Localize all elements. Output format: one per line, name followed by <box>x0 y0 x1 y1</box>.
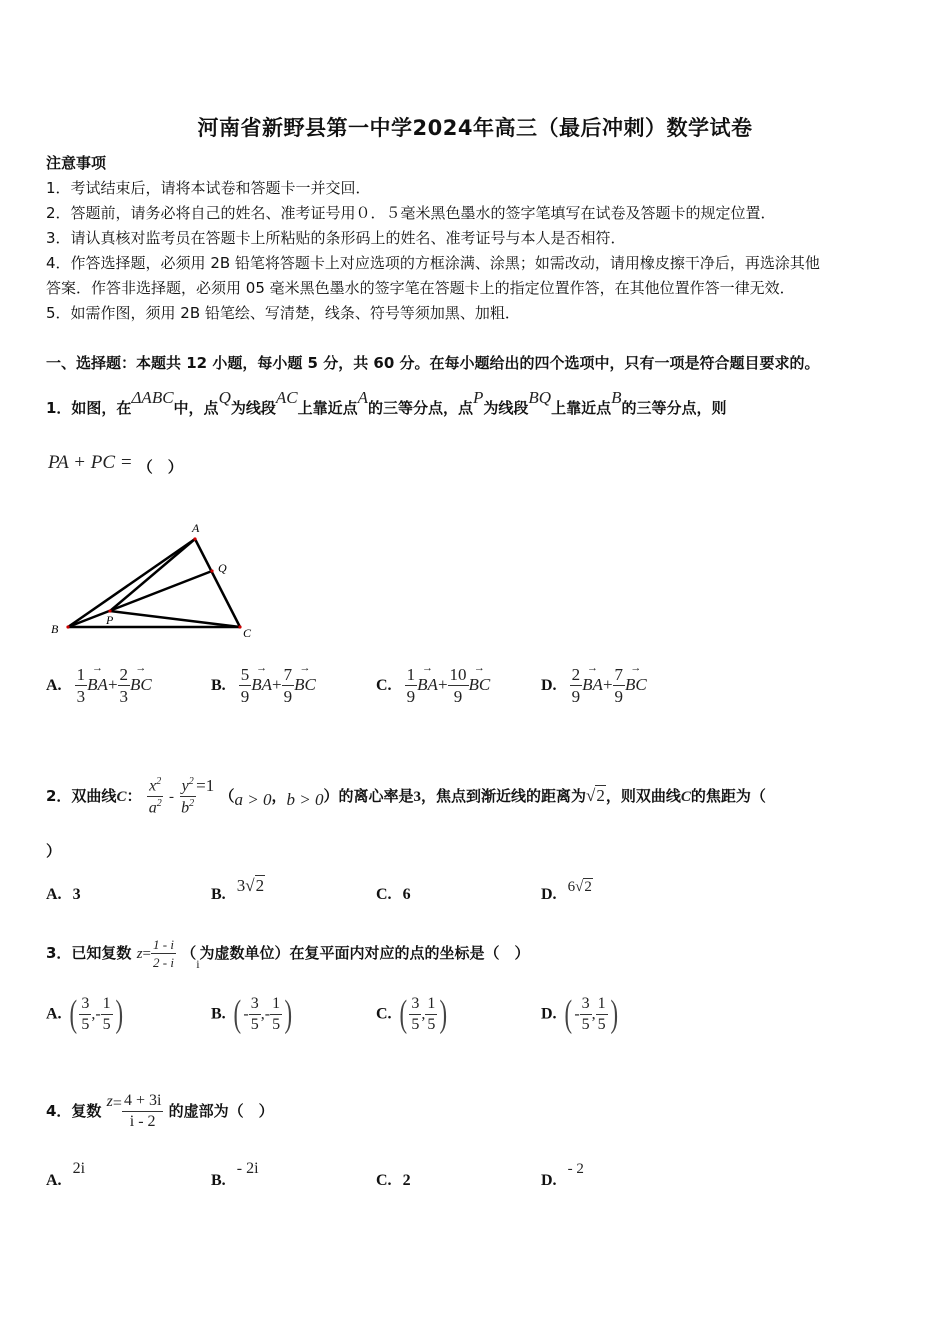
option-label: B. <box>211 1172 226 1189</box>
q1-option-d[interactable] <box>541 666 647 705</box>
text: 的三等分点，点 <box>368 399 474 417</box>
triangle-figure <box>40 515 270 645</box>
numerator: 1 <box>270 996 282 1015</box>
var-z: z <box>106 1093 113 1110</box>
option-label: A. <box>46 1005 62 1023</box>
option-value: - 2 <box>567 1161 584 1177</box>
notice-heading: 注意事项 <box>46 154 107 172</box>
question-2-close: ） <box>46 842 62 860</box>
question-2-stem: 2．双曲线C： $\frac{x^2}{a^2}$ - $\frac{y^2}{b^2}$ =1 （a > 0，b > 0）的离心率是3，焦点到渐近线的距离为√2，则双曲线C的焦距为（ <box>46 775 766 817</box>
numerator: 1 <box>425 996 437 1015</box>
sign: - <box>243 1005 249 1023</box>
option-label: C. <box>376 1005 392 1023</box>
denominator: 5 <box>250 1015 259 1033</box>
exponent: 2 <box>156 798 162 809</box>
q4-option-d[interactable] <box>541 1158 584 1190</box>
text: （ <box>219 787 235 805</box>
exponent: 2 <box>188 775 194 787</box>
equals-one: =1 <box>196 776 215 795</box>
question-number: 3．已知复数 <box>46 944 132 962</box>
q4-option-b[interactable] <box>211 1158 259 1190</box>
operator: + <box>107 675 118 694</box>
sign: - <box>264 1005 271 1023</box>
numerator: 1 - i <box>153 937 174 952</box>
exponent: 2 <box>156 775 162 787</box>
q2-option-d[interactable]: D. 6√2 <box>541 879 592 903</box>
exponent: 2 <box>189 798 195 809</box>
numerator: 3 <box>409 996 421 1015</box>
q3-option-b[interactable]: B. ( - $\frac{3}{5}$ ,- $\frac{1}{5}$ ) <box>211 993 293 1035</box>
label-C: C <box>243 626 252 640</box>
vector-BA: → BA <box>87 675 108 695</box>
numerator: 4 + 3i <box>122 1093 163 1112</box>
operator: + <box>602 675 613 694</box>
math-var: C <box>680 789 691 805</box>
q3-option-d[interactable]: D. ( - $\frac{3}{5}$ , $\frac{1}{5}$ ) <box>541 993 618 1035</box>
numerator: 3 <box>79 996 91 1015</box>
text: 的焦距为（ <box>690 787 766 805</box>
coefficient: 3 <box>236 876 246 895</box>
question-number: 4．复数 <box>46 1102 102 1120</box>
denominator: 2 - i <box>153 955 174 970</box>
radicand: 2 <box>596 786 605 805</box>
math-var: A <box>357 388 368 407</box>
value: 3 <box>413 789 422 805</box>
math-var: AC <box>275 388 298 407</box>
option-label: A. <box>46 886 62 903</box>
math-expression: PA + PC = <box>48 452 133 473</box>
condition-a: a > 0 <box>234 790 272 809</box>
option-label: B. <box>211 677 226 694</box>
vector-BC: → BC <box>130 675 152 695</box>
denominator: 9 <box>614 687 624 706</box>
denominator: 9 <box>240 687 250 706</box>
math-triangle: ΔABC <box>131 388 174 407</box>
q3-option-c[interactable]: C. ( $\frac{3}{5}$ , $\frac{1}{5}$ ) <box>376 993 448 1035</box>
label-A: A <box>192 521 200 535</box>
answer-blank: （ ） <box>137 458 183 476</box>
var-x: x <box>149 777 157 794</box>
notice-item: 3．请认真核对监考员在答题卡上所粘贴的条形码上的姓名、准考证号与本人是否相符． <box>46 229 626 247</box>
denominator: 5 <box>411 1015 420 1033</box>
numerator: 2 <box>119 665 129 684</box>
vector-BC: → BC <box>294 675 316 695</box>
denominator: 9 <box>453 687 463 706</box>
q3-option-a[interactable]: A. ( $\frac{3}{5}$ ,- $\frac{1}{5}$ ) <box>46 993 123 1035</box>
q1-option-a[interactable] <box>46 666 152 705</box>
option-label: D. <box>541 1005 557 1023</box>
q4-option-a[interactable] <box>46 1158 85 1190</box>
notice-item: 答案．作答非选择题，必须用 05 毫米黑色墨水的签字笔在答题卡上的指定位置作答，在其他位置作答一律无效． <box>46 279 795 297</box>
section-heading: 一、选择题：本题共 12 小题，每小题 5 分，共 60 分。在每小题给出的四个选项中，只有一项是符合题目要求的。 <box>46 354 820 372</box>
numerator: 3 <box>249 996 261 1015</box>
condition-b: b > 0 <box>286 790 324 809</box>
denominator: 5 <box>581 1015 590 1033</box>
numerator: 3 <box>580 996 592 1015</box>
denominator: 9 <box>283 687 293 706</box>
operator: - <box>168 789 174 805</box>
text: （ <box>181 944 197 962</box>
denominator: 5 <box>272 1015 281 1033</box>
numerator: 1 <box>101 996 113 1015</box>
numerator: 5 <box>240 665 250 684</box>
vector-BC: → BC <box>469 675 491 695</box>
text: ，焦点到渐近线的距离为 <box>421 787 587 805</box>
notice-item: 1．考试结束后，请将本试卷和答题卡一并交回． <box>46 179 371 197</box>
denominator: 9 <box>571 687 581 706</box>
q4-option-c[interactable] <box>376 1170 411 1190</box>
denominator: 5 <box>102 1015 111 1033</box>
denominator: 5 <box>597 1015 606 1033</box>
label-B: B <box>51 622 59 636</box>
question-3-stem <box>46 930 530 987</box>
numerator: 2 <box>571 665 581 684</box>
text: ， <box>271 787 287 805</box>
label-Q: Q <box>218 561 227 575</box>
coefficient: 6 <box>567 879 576 895</box>
question-1-expression <box>48 452 183 477</box>
exam-title: 河南省新野县第一中学2024年高三（最后冲刺）数学试卷 <box>197 116 753 140</box>
denominator: 5 <box>81 1015 90 1033</box>
text: 为虚数单位）在复平面内对应的点的坐标是（ ） <box>199 944 530 962</box>
numerator: 1 <box>76 665 86 684</box>
math-var: B <box>611 388 622 407</box>
text: 为线段 <box>483 399 529 417</box>
notice-item: 2．答题前，请务必将自己的姓名、准考证号用０．５毫米黑色墨水的签字笔填写在试卷及答题卡的规定位置． <box>46 204 776 222</box>
notice-item: 5．如需作图，须用 2B 铅笔绘、写清楚，线条、符号等须加黑、加粗． <box>46 304 520 322</box>
option-value: 6 <box>402 886 411 903</box>
vector-BA: → BA <box>417 675 438 695</box>
text: 的离心率是 <box>338 787 414 805</box>
question-number: 2．双曲线 <box>46 787 117 805</box>
option-label: B. <box>211 1005 226 1023</box>
label-P: P <box>106 613 114 627</box>
math-var: BQ <box>528 388 552 407</box>
text: ，则双曲线 <box>605 787 681 805</box>
text: 为线段 <box>230 399 276 417</box>
var-y: y <box>181 777 189 794</box>
equals: = <box>112 1095 122 1112</box>
denominator: 5 <box>427 1015 436 1033</box>
option-label: B. <box>211 886 226 903</box>
numerator: 7 <box>283 665 293 684</box>
denominator: 3 <box>76 687 86 706</box>
var-z: z <box>136 946 143 962</box>
notice-item: 4．作答选择题，必须用 2B 铅笔将答题卡上对应选项的方框涂满、涂黑；如需改动，请用橡皮擦干净后，再选涂其他 <box>46 254 820 272</box>
text: 的虚部为（ ） <box>168 1102 274 1120</box>
numerator: 7 <box>614 665 624 684</box>
operator: + <box>437 675 448 694</box>
denominator: 3 <box>119 687 129 706</box>
option-label: C. <box>376 1172 392 1189</box>
option-label: A. <box>46 1172 62 1189</box>
var-a: a <box>148 799 157 817</box>
option-label: D. <box>541 1172 557 1189</box>
q2-option-b[interactable]: B. 3√2 <box>211 876 265 903</box>
text: 上靠近点 <box>551 399 612 417</box>
numerator: 1 <box>406 665 416 684</box>
text: ） <box>323 787 339 805</box>
question-4-stem <box>46 1074 274 1139</box>
option-value: - 2i <box>236 1160 259 1177</box>
sign: - <box>95 1005 101 1023</box>
equals: = <box>142 946 151 962</box>
vector-BA: → BA <box>582 675 603 695</box>
radicand: 2 <box>584 879 592 895</box>
operator: + <box>272 675 282 694</box>
option-value: 2 <box>402 1172 411 1189</box>
option-value: 2i <box>72 1160 86 1177</box>
numerator: 1 <box>596 996 608 1015</box>
option-label: D. <box>541 677 557 694</box>
option-label: C. <box>376 886 392 903</box>
vector-BC: → BC <box>625 675 647 695</box>
q2-option-a[interactable] <box>46 884 81 904</box>
denominator: i - 2 <box>129 1113 156 1130</box>
var-b: b <box>181 799 190 817</box>
option-value: 3 <box>72 886 81 903</box>
text: 的三等分点，则 <box>621 399 727 417</box>
question-number: 1．如图，在 <box>46 399 132 417</box>
q1-option-b[interactable] <box>211 666 316 705</box>
sign: - <box>574 1005 580 1023</box>
option-label: D. <box>541 886 557 903</box>
text: 上靠近点 <box>297 399 358 417</box>
option-label: A. <box>46 677 62 694</box>
q1-option-c[interactable] <box>376 666 490 705</box>
var-i: i <box>196 957 200 971</box>
numerator: 10 <box>449 665 467 684</box>
denominator: 9 <box>406 687 416 706</box>
text: 中，点 <box>173 399 219 417</box>
math-var: Q <box>218 388 231 407</box>
vector-BA: → BA <box>251 675 272 695</box>
text: ： <box>126 787 142 805</box>
radicand: 2 <box>255 876 265 895</box>
question-1-stem <box>46 378 727 428</box>
option-label: C. <box>376 677 392 694</box>
math-var: P <box>473 388 484 407</box>
q2-option-c[interactable] <box>376 884 411 904</box>
math-var: C <box>116 789 127 805</box>
